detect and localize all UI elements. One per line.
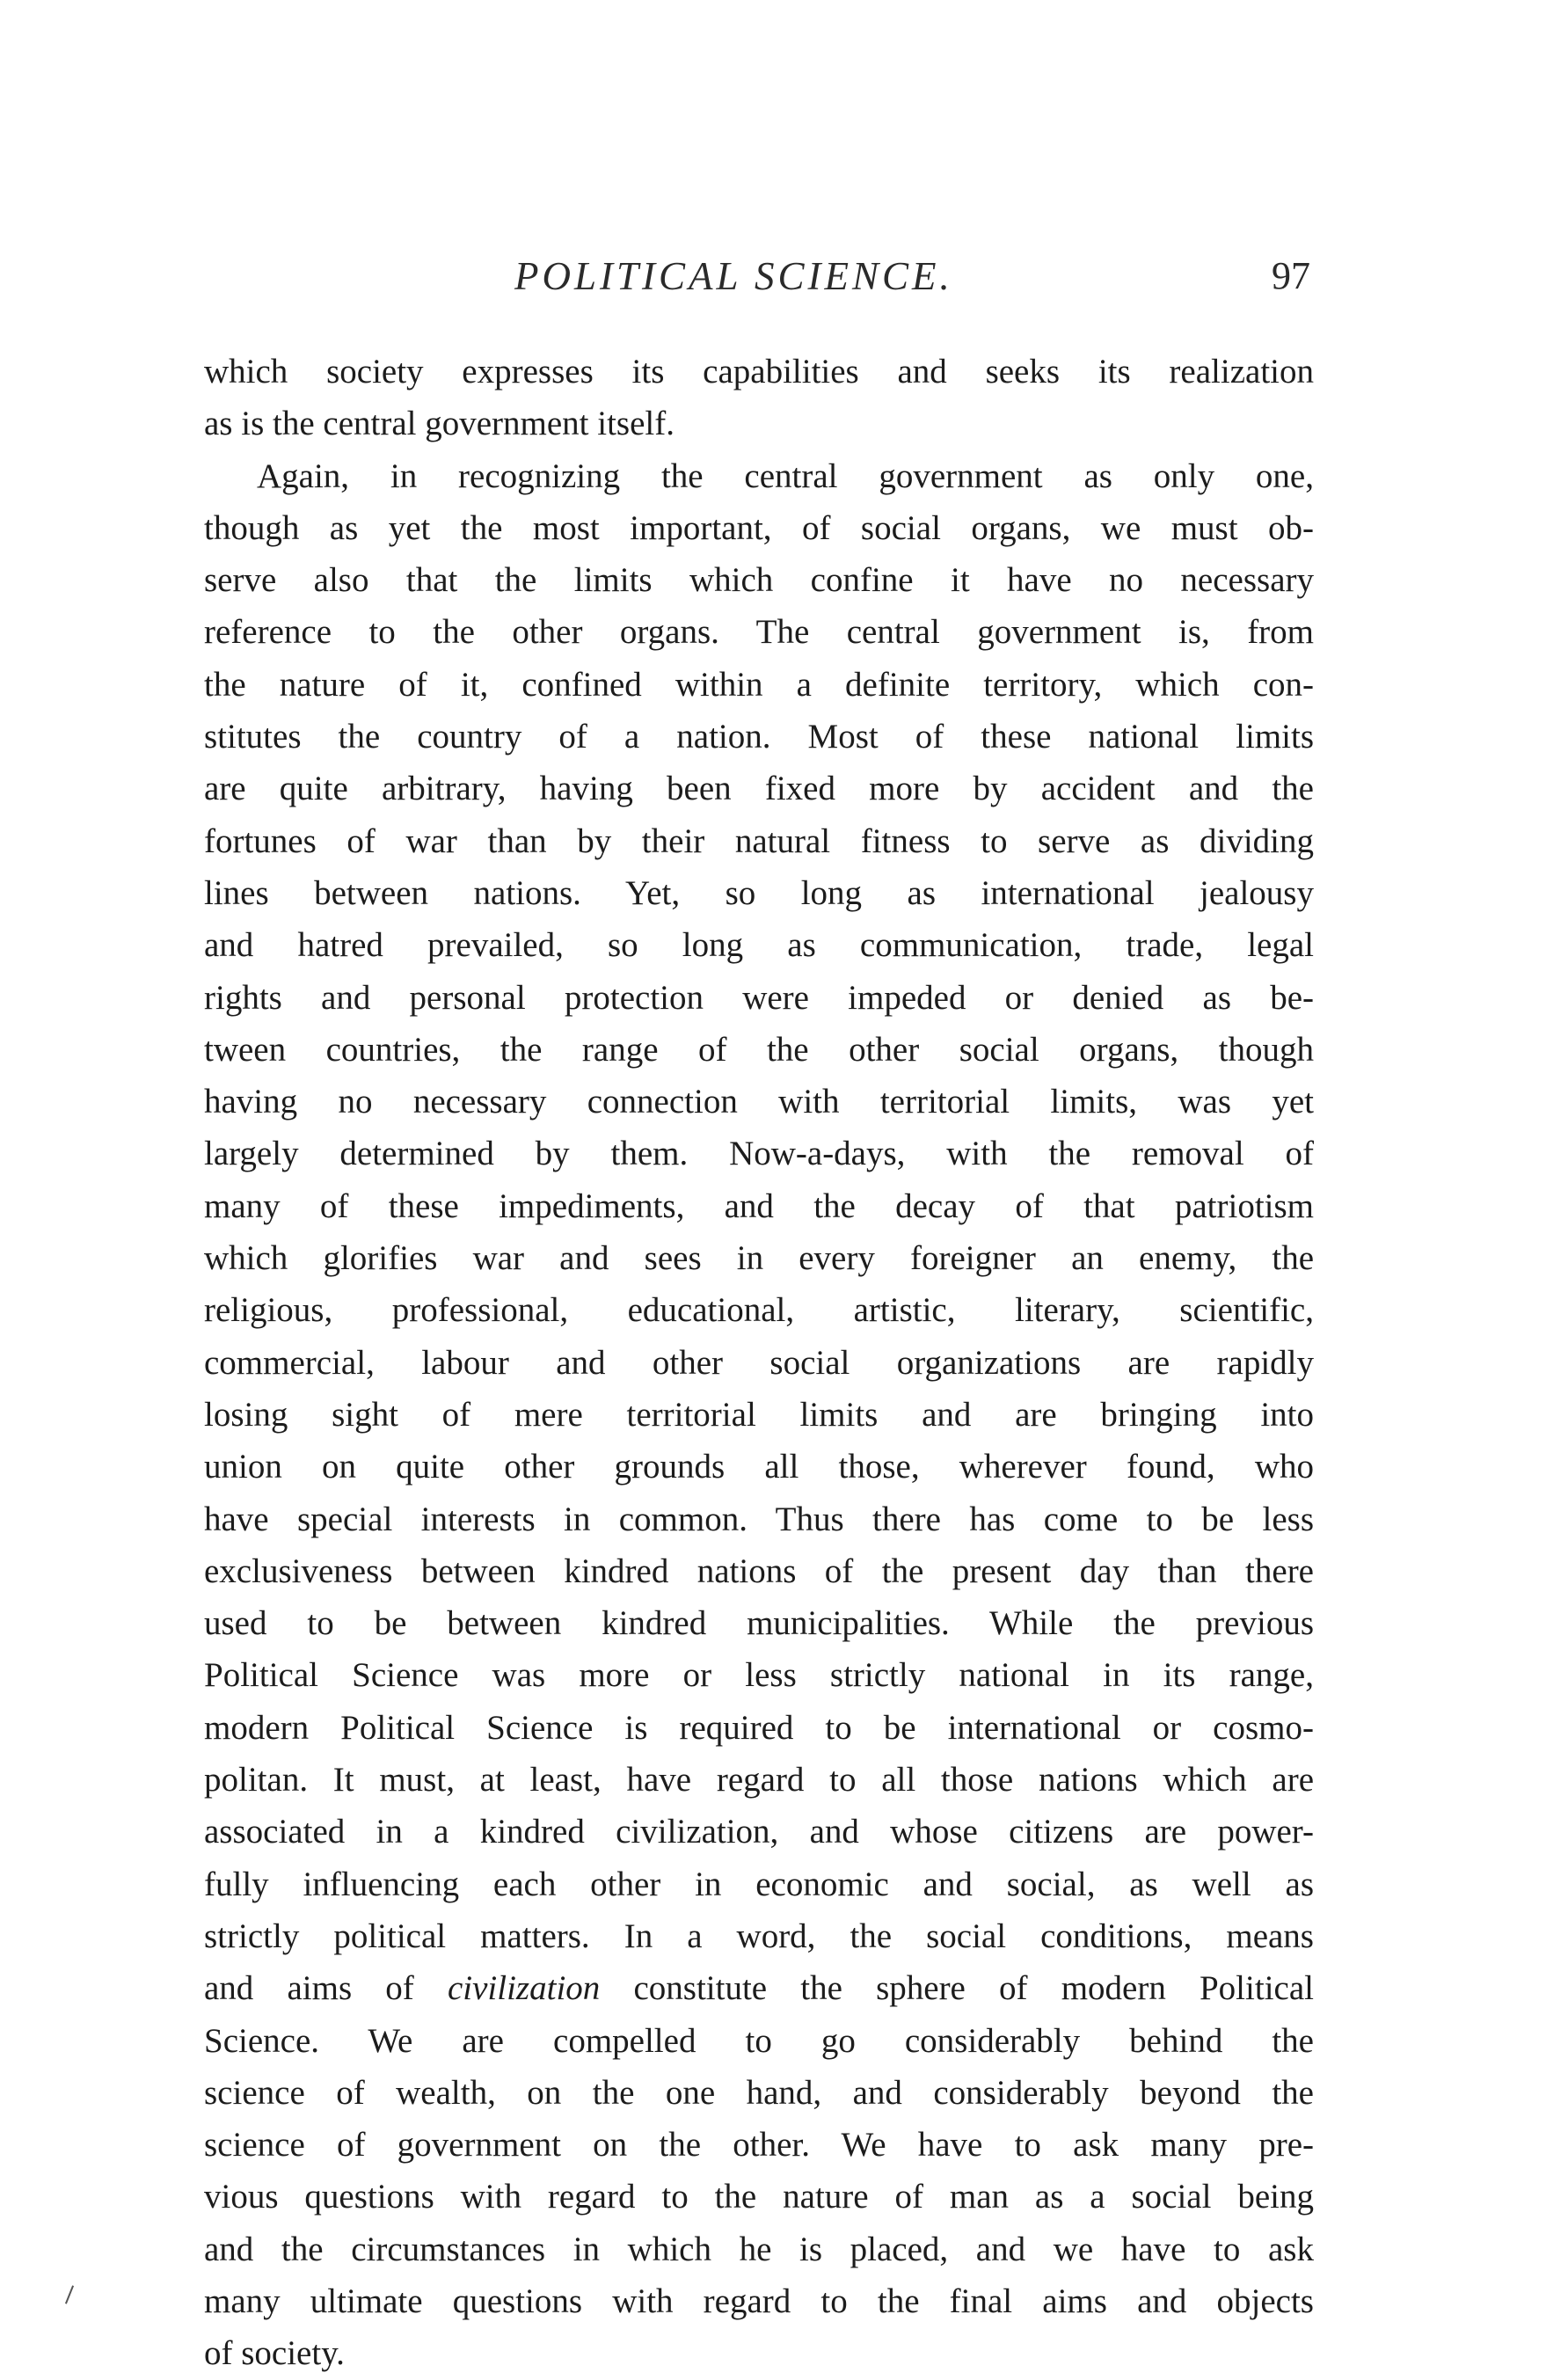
text-line: tween countries, the range of the other social organs, though	[204, 1030, 1314, 1069]
text-line: stitutes the country of a nation. Most of these national limits	[204, 718, 1314, 756]
text-line: science of wealth, on the one hand, and considerably beyond the	[204, 2073, 1314, 2112]
running-title: POLITICAL SCIENCE.	[514, 254, 953, 298]
text-run: and aims of	[204, 1969, 448, 2008]
page-number: 97	[1272, 254, 1310, 297]
text-line: strictly political matters. In a word, the social conditions, means	[204, 1916, 1314, 1955]
text-line: fortunes of war than by their natural fitness to serve as dividing	[204, 821, 1314, 860]
text-line: having no necessary connection with territorial limits, was yet	[204, 1083, 1314, 1121]
text-line: serve also that the limits which confine it have no necessary	[204, 561, 1314, 600]
text-line: many of these impediments, and the decay of that patriotism	[204, 1186, 1314, 1225]
text-line: exclusiveness between kindred nations of the present day than there	[204, 1551, 1314, 1590]
text-line-mixed	[204, 1962, 1314, 2014]
text-line: reference to the other organs. The central government is, from	[204, 613, 1314, 652]
text-line: losing sight of mere territorial limits and are bringing into	[204, 1395, 1314, 1434]
text-line: fully influencing each other in economic and social, as well as	[204, 1865, 1314, 1903]
text-line: the nature of it, confined within a definite territory, which con-	[204, 665, 1314, 704]
text-line: which society expresses its capabilities and seeks its realization	[204, 353, 1314, 391]
stray-ink-mark	[65, 2285, 74, 2303]
text-line: science of government on the other. We have to ask many pre-	[204, 2126, 1314, 2165]
text-line: Political Science was more or less strictly national in its range,	[204, 1656, 1314, 1695]
text-line: though as yet the most important, of social organs, we must ob-	[204, 508, 1314, 547]
text-line: and hatred prevailed, so long as communication, trade, legal	[204, 926, 1314, 965]
text-line: modern Political Science is required to be international or cosmo-	[204, 1708, 1314, 1747]
text-run: constitute the sphere of modern Political	[600, 1969, 1314, 2008]
text-line: have special interests in common. Thus there has come to be less	[204, 1500, 1314, 1538]
text-line: as is the central government itself.	[204, 405, 675, 443]
text-line: religious, professional, educational, artistic, literary, scientific,	[204, 1291, 1314, 1330]
text-line: used to be between kindred municipalities. While the previous	[204, 1604, 1314, 1643]
text-line: which glorifies war and sees in every foreigner an enemy, the	[204, 1239, 1314, 1278]
text-line: vious questions with regard to the nature of man as a social being	[204, 2178, 1314, 2216]
text-line: of society.	[204, 2334, 345, 2373]
running-head	[202, 253, 1310, 315]
text-line: commercial, labour and other social organizations are rapidly	[204, 1343, 1314, 1382]
italic-word: civilization	[447, 1969, 601, 2008]
text-line: and the circumstances in which he is placed, and we have to ask	[204, 2230, 1314, 2268]
text-line: union on quite other grounds all those, wherever found, who	[204, 1448, 1314, 1486]
text-line: Science. We are compelled to go considerably behind the	[204, 2021, 1314, 2060]
text-line: politan. It must, at least, have regard to all those nations which are	[204, 1761, 1314, 1800]
text-line: many ultimate questions with regard to the final aims and objects	[204, 2281, 1314, 2320]
text-line: associated in a kindred civilization, and whose citizens are power-	[204, 1813, 1314, 1851]
text-line: rights and personal protection were impeded or denied as be-	[204, 978, 1314, 1017]
text-line: are quite arbitrary, having been fixed more by accident and the	[204, 770, 1314, 808]
text-line: largely determined by them. Now-a-days, with the removal of	[204, 1135, 1314, 1173]
text-line: Again, in recognizing the central government as only one,	[257, 456, 1314, 495]
body-text	[204, 346, 1314, 2380]
text-line: lines between nations. Yet, so long as international jealousy	[204, 873, 1314, 912]
